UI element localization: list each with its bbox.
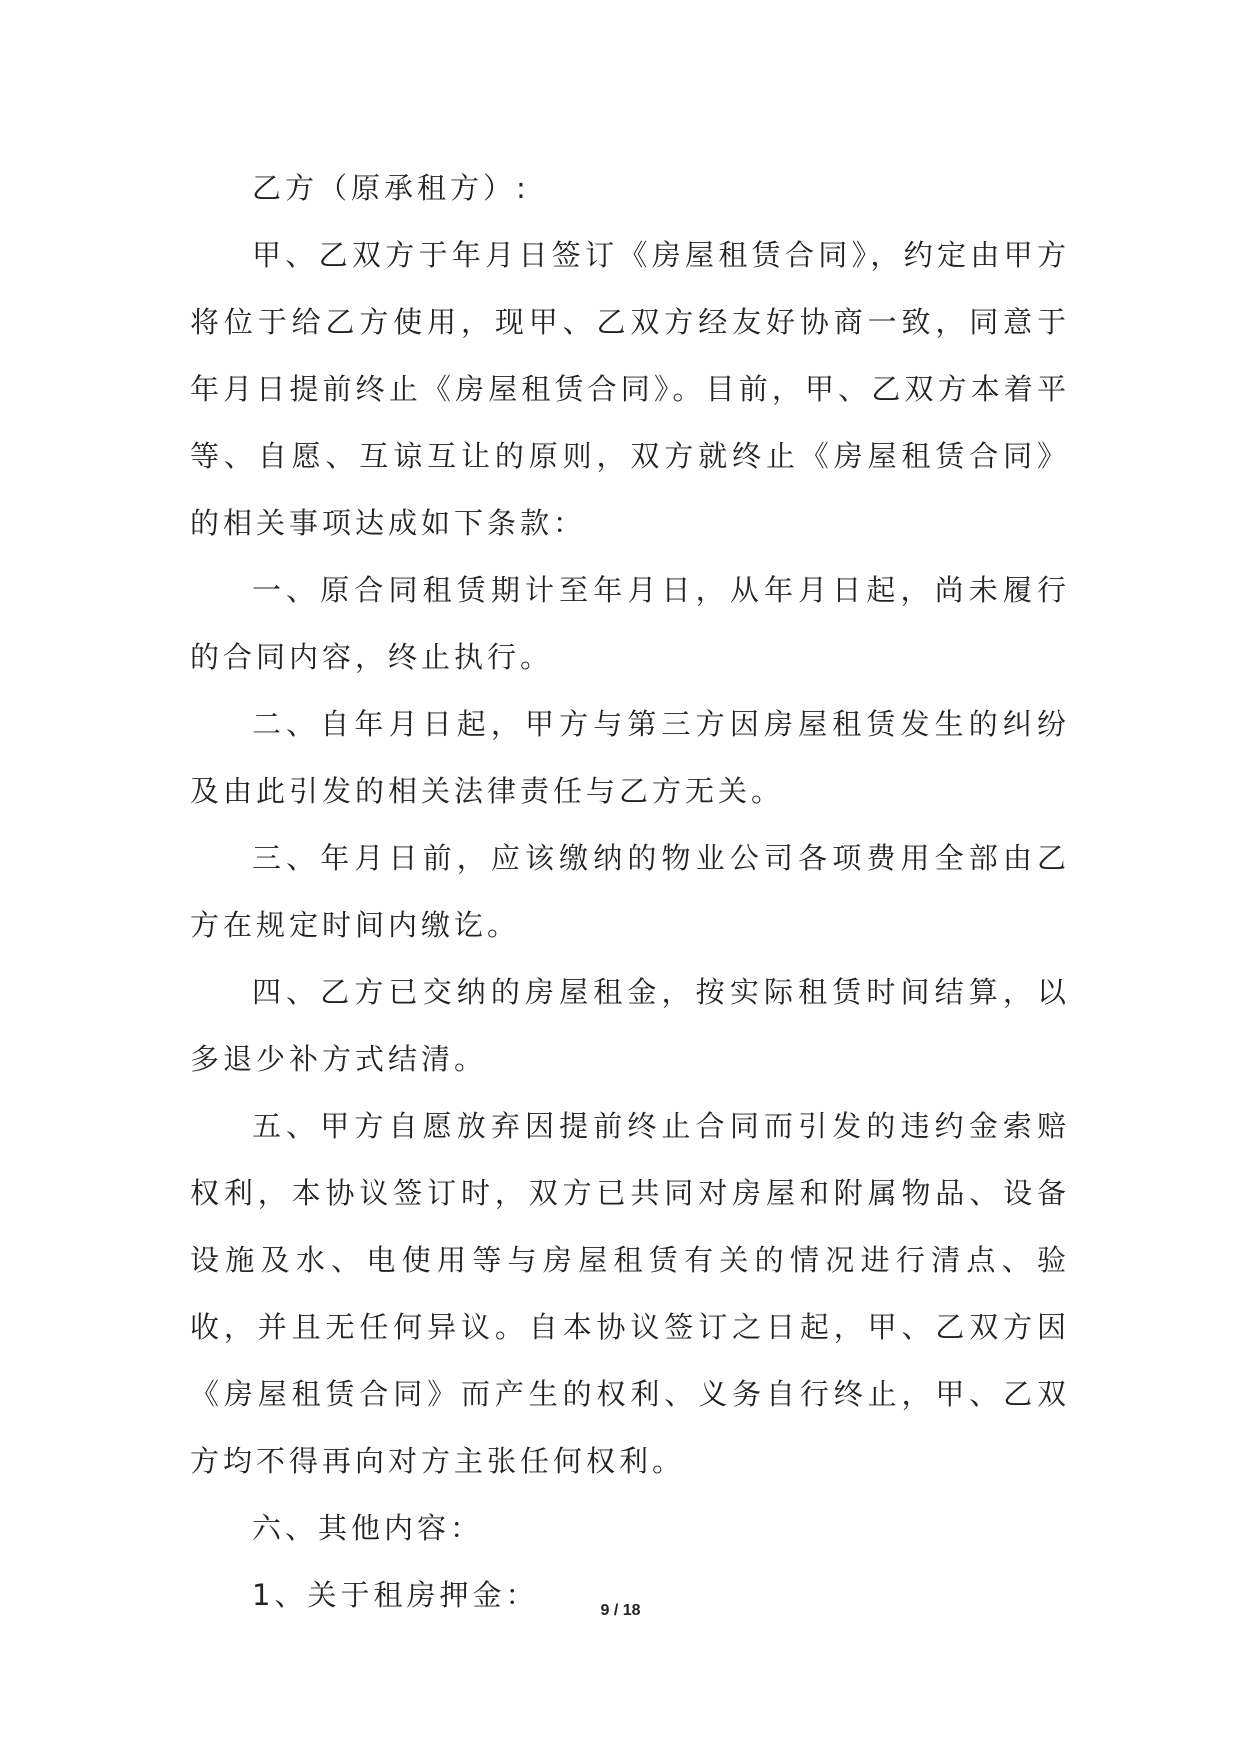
document-body [190, 155, 1070, 1629]
paragraph-intro: 甲、乙双方于年月日签订《房屋租赁合同》，约定由甲方将位于给乙方使用，现甲、乙双方经友好协商一致，同意于年月日提前终止《房屋租赁合同》。目前，甲、乙双方本着平等、自愿、互谅互让的原则，双方就终止《房屋租赁合同》的相关事项达成如下条款： [190, 238, 1070, 540]
paragraph-party-b: 乙方（原承租方）: [252, 171, 530, 205]
paragraph-clause-2: 二、自年月日起，甲方与第三方因房屋租赁发生的纠纷及由此引发的相关法律责任与乙方无关。 [190, 707, 1070, 808]
paragraph-clause-6: 六、其他内容： [252, 1511, 484, 1545]
paragraph-clause-3: 三、年月日前，应该缴纳的物业公司各项费用全部由乙方在规定时间内缴讫。 [190, 841, 1070, 942]
paragraph-clause-1: 一、原合同租赁期计至年月日，从年月日起，尚未履行的合同内容，终止执行。 [190, 573, 1070, 674]
page-number: 9 / 18 [600, 1602, 641, 1619]
paragraph-clause-5: 五、甲方自愿放弃因提前终止合同而引发的违约金索赔权利，本协议签订时，双方已共同对房屋和附属物品、设备设施及水、电使用等与房屋租赁有关的情况进行清点、验收，并且无任何异议。自本协议签订之日起，甲、乙双方因《房屋租赁合同》而产生的权利、义务自行终止，甲、乙双方均不得再向对方主张任何权利。 [190, 1109, 1070, 1478]
paragraph-sub-1: 1、关于租房押金： [252, 1578, 539, 1612]
paragraph-clause-4: 四、乙方已交纳的房屋租金，按实际租赁时间结算，以多退少补方式结清。 [190, 975, 1070, 1076]
